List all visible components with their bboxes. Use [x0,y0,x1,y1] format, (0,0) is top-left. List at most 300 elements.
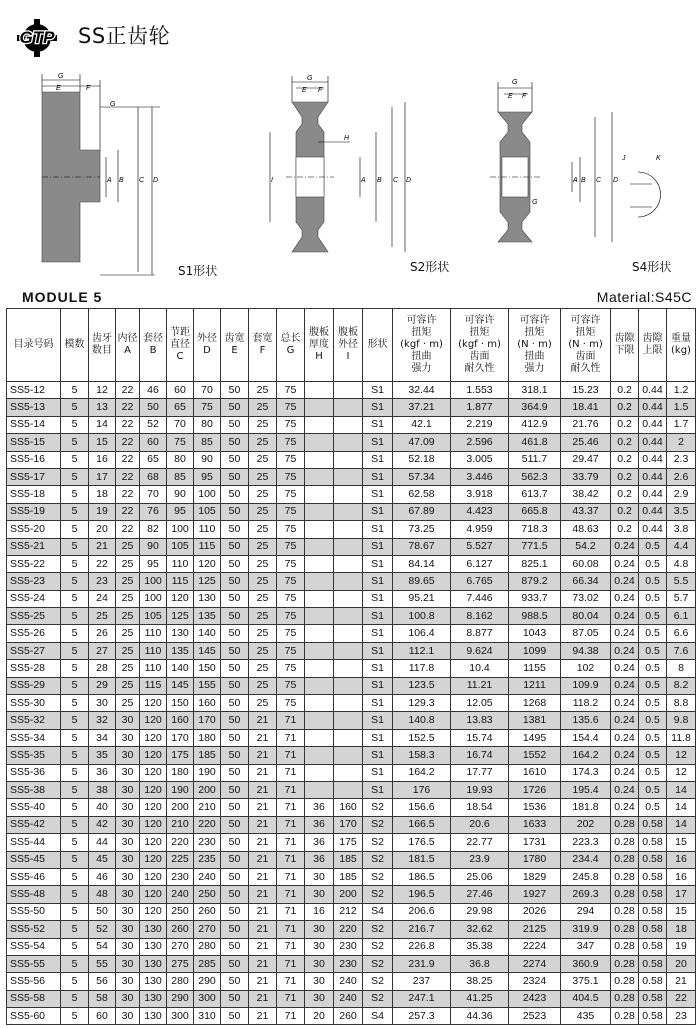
table-cell: 75 [277,382,305,399]
table-row [7,625,696,642]
table-cell: 21 [249,903,277,920]
table-cell: 120 [140,799,167,816]
table-cell: 19 [89,503,116,520]
table-cell: 71 [277,990,305,1007]
table-cell: 235 [194,851,221,868]
s1-dim-a: A [107,177,112,184]
table-cell [305,538,334,555]
table-cell: 30 [116,973,140,990]
table-cell: 2 [667,434,696,451]
table-cell: 50 [221,990,249,1007]
page-title: SS正齿轮 [78,24,171,48]
table-cell: S1 [363,573,393,590]
s1-label: S1形状 [178,264,218,278]
catalog-number-cell: SS5-48 [7,886,61,903]
table-cell: 14 [89,416,116,433]
table-cell: 0.5 [639,590,667,607]
table-cell: 75 [277,625,305,642]
table-cell: 71 [277,712,305,729]
table-cell: S1 [363,660,393,677]
table-cell: 25 [249,399,277,416]
table-cell: 46 [89,868,116,885]
table-cell: 60 [140,434,167,451]
s4-dim-b: B [581,177,586,184]
catalog-number-cell: SS5-15 [7,434,61,451]
table-cell: 25 [249,486,277,503]
table-cell: 45 [89,851,116,868]
table-cell: 1495 [509,729,561,746]
column-header: 齿宽 E [221,309,249,382]
table-cell: 25 [116,555,140,572]
table-cell: 5 [61,451,89,468]
table-cell: 50 [221,608,249,625]
table-cell: 19 [667,938,696,955]
table-row [7,538,696,555]
table-cell: 461.8 [509,434,561,451]
table-cell [305,434,334,451]
table-cell: 257.3 [393,1008,451,1025]
table-cell: 24 [89,590,116,607]
table-cell [334,468,363,485]
catalog-number-cell: SS5-22 [7,555,61,572]
table-row [7,886,696,903]
table-cell: 0.5 [639,625,667,642]
table-cell: 0.58 [639,903,667,920]
table-cell: 5 [61,468,89,485]
table-cell: S2 [363,973,393,990]
table-cell: 154.4 [561,729,611,746]
table-cell: 50 [221,625,249,642]
table-cell: 20 [667,955,696,972]
s1-dim-g: G [58,73,64,80]
table-row [7,660,696,677]
table-cell: 22 [116,434,140,451]
table-row [7,955,696,972]
table-cell: 3.5 [667,503,696,520]
table-cell: 0.5 [639,677,667,694]
table-cell: 0.5 [639,695,667,712]
table-cell: 120 [167,590,194,607]
table-cell: 270 [167,938,194,955]
table-cell: 0.58 [639,834,667,851]
table-cell: 22 [116,451,140,468]
table-cell: 280 [194,938,221,955]
table-cell: 33.79 [561,468,611,485]
table-cell: 0.28 [611,834,639,851]
catalog-number-cell: SS5-34 [7,729,61,746]
catalog-number-cell: SS5-17 [7,468,61,485]
table-cell: 200 [167,799,194,816]
table-cell: 230 [194,834,221,851]
table-cell: 54.2 [561,538,611,555]
catalog-number-cell: SS5-36 [7,764,61,781]
table-cell: 0.28 [611,921,639,938]
table-cell: 1731 [509,834,561,851]
s1-drawing [42,74,160,275]
table-cell: 771.5 [509,538,561,555]
table-cell: 38 [89,781,116,798]
table-cell: 360.9 [561,955,611,972]
table-cell: 18 [89,486,116,503]
table-cell [334,729,363,746]
table-cell: 43.37 [561,503,611,520]
table-cell [305,468,334,485]
catalog-number-cell: SS5-45 [7,851,61,868]
table-cell: 0.2 [611,434,639,451]
table-cell: 150 [167,695,194,712]
table-cell: 94.38 [561,642,611,659]
table-cell: 290 [194,973,221,990]
table-cell: 14 [667,781,696,798]
table-cell: 125 [167,608,194,625]
table-cell [305,486,334,503]
table-cell [334,695,363,712]
table-cell: 1780 [509,851,561,868]
table-cell: 14 [667,799,696,816]
table-cell: 95.21 [393,590,451,607]
table-cell [334,712,363,729]
table-cell: 21.76 [561,416,611,433]
table-cell: 30 [116,868,140,885]
table-cell: 245.8 [561,868,611,885]
table-cell: 1155 [509,660,561,677]
table-cell: 21 [249,816,277,833]
table-cell: 160 [334,799,363,816]
s2-dim-b: B [377,177,382,184]
table-cell: 36 [305,816,334,833]
table-cell: 71 [277,834,305,851]
table-cell: 175 [167,747,194,764]
table-cell: 0.58 [639,816,667,833]
table-cell: 5 [61,1008,89,1025]
table-cell: 130 [194,590,221,607]
catalog-number-cell: SS5-20 [7,521,61,538]
table-cell: S1 [363,451,393,468]
table-cell: 21 [249,747,277,764]
module-label: MODULE 5 [22,289,103,305]
table-cell: 105 [194,503,221,520]
table-cell: 20 [305,1008,334,1025]
table-cell: 0.24 [611,764,639,781]
table-cell [334,573,363,590]
table-cell: 120 [140,712,167,729]
table-cell: 2026 [509,903,561,920]
table-row [7,434,696,451]
material-label: Material:S45C [596,289,692,305]
table-cell [305,451,334,468]
table-cell: 5 [61,886,89,903]
table-cell [334,521,363,538]
table-cell: 48.63 [561,521,611,538]
table-cell: 66.34 [561,573,611,590]
s1-dim-d: D [153,177,159,184]
table-cell: S2 [363,886,393,903]
table-cell: 240 [167,886,194,903]
table-cell: 6.1 [667,608,696,625]
column-header: 形状 [363,309,393,382]
table-cell: 186.5 [393,868,451,885]
table-cell: 7.6 [667,642,696,659]
table-cell: 25 [249,468,277,485]
table-cell: 26 [89,625,116,642]
table-cell [305,660,334,677]
table-cell [334,382,363,399]
table-cell: 5 [61,921,89,938]
catalog-number-cell: SS5-55 [7,955,61,972]
table-cell: 2423 [509,990,561,1007]
table-cell: 37.21 [393,399,451,416]
table-cell: S1 [363,555,393,572]
table-cell: 435 [561,1008,611,1025]
table-cell: 5 [61,834,89,851]
table-cell [305,608,334,625]
table-cell: 17 [89,468,116,485]
table-cell: 0.28 [611,903,639,920]
table-cell: 11.21 [451,677,509,694]
table-cell: 84.14 [393,555,451,572]
table-cell: 1211 [509,677,561,694]
table-cell: 130 [140,921,167,938]
table-cell: 95 [140,555,167,572]
table-cell: 230 [334,938,363,955]
table-cell: 260 [194,903,221,920]
table-cell: 0.5 [639,729,667,746]
table-cell: 0.2 [611,468,639,485]
table-cell: 12 [667,747,696,764]
table-cell [334,434,363,451]
table-cell: 21 [89,538,116,555]
catalog-number-cell: SS5-26 [7,625,61,642]
table-cell: 0.44 [639,468,667,485]
table-row [7,868,696,885]
table-cell [334,608,363,625]
table-cell: 71 [277,729,305,746]
table-row [7,486,696,503]
table-cell: 29 [89,677,116,694]
table-cell [305,712,334,729]
table-cell: 25.46 [561,434,611,451]
table-cell: 21 [249,868,277,885]
table-row [7,573,696,590]
table-cell: 75 [277,642,305,659]
table-cell: S2 [363,955,393,972]
table-cell: 82 [140,521,167,538]
table-cell: 90 [194,451,221,468]
table-cell: 30 [116,886,140,903]
table-cell: 0.2 [611,416,639,433]
table-cell [334,660,363,677]
table-cell: 231.9 [393,955,451,972]
table-cell: 71 [277,973,305,990]
table-cell: 120 [140,747,167,764]
table-cell: 120 [140,868,167,885]
s2-dim-f: F [318,87,323,94]
table-cell: 50 [221,834,249,851]
table-cell: 25 [249,642,277,659]
table-cell: 22 [116,416,140,433]
table-cell: 195.4 [561,781,611,798]
table-cell: 5 [61,625,89,642]
table-cell: 115 [167,573,194,590]
table-cell: 21 [249,799,277,816]
table-cell: 50 [140,399,167,416]
table-cell [334,625,363,642]
table-cell: 18.54 [451,799,509,816]
table-cell: 25 [116,573,140,590]
table-cell: 150 [194,660,221,677]
column-header: 外径 D [194,309,221,382]
table-cell: 54 [89,938,116,955]
table-cell: 95 [167,503,194,520]
table-cell: 17 [667,886,696,903]
table-cell: 196.5 [393,886,451,903]
table-cell: 46 [140,382,167,399]
table-cell: 25 [249,538,277,555]
table-cell: 0.2 [611,503,639,520]
table-cell [305,573,334,590]
table-cell: 21 [249,764,277,781]
table-cell: 170 [194,712,221,729]
table-cell: 75 [277,538,305,555]
table-row [7,399,696,416]
table-cell: 50 [221,555,249,572]
table-cell: 5 [61,990,89,1007]
s2-dim-a: A [361,177,366,184]
column-header: 可容许 扭矩 (N · m) 齿面 耐久性 [561,309,611,382]
table-cell: 2.6 [667,468,696,485]
table-cell: 879.2 [509,573,561,590]
table-cell: 225 [167,851,194,868]
table-cell: 27.46 [451,886,509,903]
table-cell: 75 [277,608,305,625]
table-cell: 25 [249,660,277,677]
table-cell: 8.2 [667,677,696,694]
table-cell: 12.05 [451,695,509,712]
table-cell: S2 [363,868,393,885]
table-cell: 4.959 [451,521,509,538]
table-cell: 67.89 [393,503,451,520]
table-cell: 294 [561,903,611,920]
table-cell: 25.06 [451,868,509,885]
table-cell: 41.25 [451,990,509,1007]
table-cell: 52 [140,416,167,433]
gtp-logo [8,18,66,58]
table-cell: 0.2 [611,451,639,468]
table-cell: 145 [167,677,194,694]
table-cell: 25 [249,590,277,607]
table-cell: 105 [167,538,194,555]
table-cell: 123.5 [393,677,451,694]
table-cell: 23 [89,573,116,590]
catalog-number-cell: SS5-27 [7,642,61,659]
table-cell: 2.3 [667,451,696,468]
table-cell [305,382,334,399]
s1-dim-e: E [56,85,61,92]
table-cell: 237 [393,973,451,990]
table-row [7,468,696,485]
table-cell: 2274 [509,955,561,972]
table-cell: 75 [277,590,305,607]
table-row [7,590,696,607]
table-cell [305,399,334,416]
table-cell: 135 [194,608,221,625]
s4-dim-f: F [522,93,527,100]
table-cell: 55 [89,955,116,972]
table-cell: 270 [194,921,221,938]
table-cell: 50 [221,747,249,764]
table-cell: 8.162 [451,608,509,625]
table-cell: 0.58 [639,886,667,903]
table-cell: 12 [89,382,116,399]
table-cell: 21 [249,851,277,868]
table-row [7,555,696,572]
table-cell: 15.23 [561,382,611,399]
table-cell: 0.24 [611,799,639,816]
table-cell: 185 [334,868,363,885]
table-cell: 5 [61,955,89,972]
table-cell: 3.918 [451,486,509,503]
table-cell: 30 [116,712,140,729]
table-cell [305,642,334,659]
table-cell: 75 [167,434,194,451]
table-cell [305,747,334,764]
table-cell: 247.1 [393,990,451,1007]
table-cell: 285 [194,955,221,972]
table-cell: 0.24 [611,712,639,729]
table-cell: 19.93 [451,781,509,798]
table-cell: 4.4 [667,538,696,555]
table-cell: 25 [116,590,140,607]
table-row [7,747,696,764]
catalog-number-cell: SS5-50 [7,903,61,920]
table-cell: 100 [140,573,167,590]
catalog-number-cell: SS5-54 [7,938,61,955]
table-cell: S2 [363,834,393,851]
table-cell: 120 [140,781,167,798]
table-cell: 5.5 [667,573,696,590]
table-cell: 7.446 [451,590,509,607]
table-cell: 0.44 [639,399,667,416]
table-cell: 30 [116,921,140,938]
table-cell: 6.127 [451,555,509,572]
table-cell: 75 [277,399,305,416]
table-cell: 10.4 [451,660,509,677]
table-cell: 73.25 [393,521,451,538]
table-cell [334,503,363,520]
table-cell: S1 [363,712,393,729]
table-cell: 0.28 [611,1008,639,1025]
table-cell: 80 [167,451,194,468]
table-cell: 3.005 [451,451,509,468]
table-cell: 71 [277,747,305,764]
column-header: 腹板 外径 I [334,309,363,382]
table-cell: 0.24 [611,695,639,712]
table-cell: 50 [221,903,249,920]
table-cell: 50 [221,677,249,694]
table-cell: 60.08 [561,555,611,572]
table-cell: 5 [61,903,89,920]
table-cell: 310 [194,1008,221,1025]
table-cell: 364.9 [509,399,561,416]
table-cell: 0.28 [611,851,639,868]
table-cell: 181.8 [561,799,611,816]
table-cell [305,555,334,572]
column-header: 套宽 F [249,309,277,382]
table-cell: 0.5 [639,538,667,555]
table-cell: 50 [221,955,249,972]
table-cell: 102 [561,660,611,677]
table-cell: 0.24 [611,781,639,798]
